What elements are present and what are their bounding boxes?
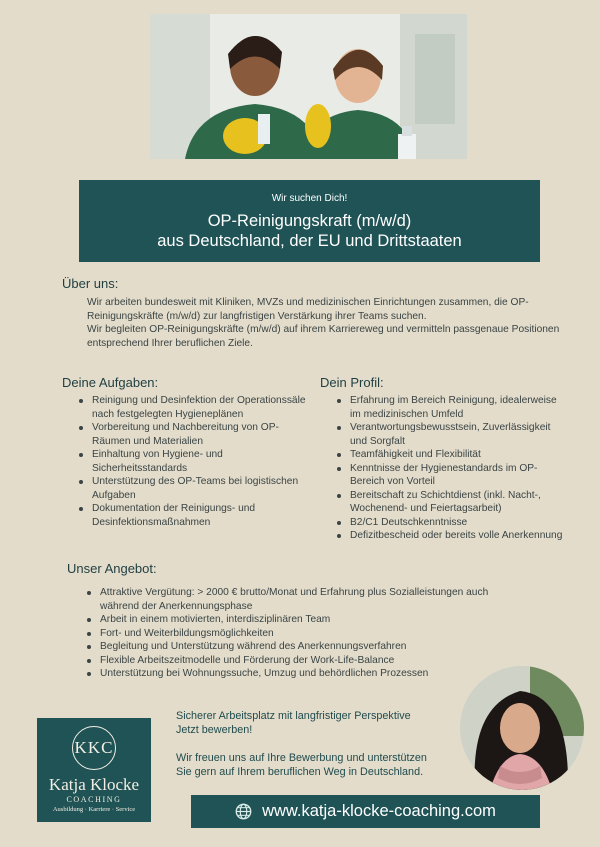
list-item: Verantwortungsbewusstsein, Zuverlässigkeit und Sorgfalt <box>336 421 568 448</box>
list-item: Einhaltung von Hygiene- und Sicherheitsstandards <box>78 448 310 475</box>
list-item: Teamfähigkeit und Flexibilität <box>336 448 568 462</box>
logo-sub: COACHING <box>66 795 122 804</box>
job-title <box>79 211 540 251</box>
cta-line-2: Jetzt bewerben! <box>176 724 253 736</box>
list-item: Arbeit in einem motivierten, interdisziplinären Team <box>86 613 526 627</box>
list-item: Unterstützung des OP-Teams bei logistischen Aufgaben <box>78 475 310 502</box>
cta-line-4: Sie gern auf Ihrem beruflichen Weg in Deutschland. <box>176 766 424 778</box>
list-item: Begleitung und Unterstützung während des Anerkennungsverfahren <box>86 640 526 654</box>
logo-initials: KKC <box>72 726 116 770</box>
cta-line-3: Wir freuen uns auf Ihre Bewerbung und unterstützen <box>176 752 427 764</box>
list-item: Defizitbescheid oder bereits volle Anerkennung <box>336 529 568 543</box>
about-paragraph-1: Wir arbeiten bundesweit mit Kliniken, MVZs und medizinischen Einrichtungen zusammen, die OP-Reinigungskräfte (m/w/d) zur langfristigen Verstärkung ihrer Teams suchen. <box>87 297 529 322</box>
logo-tagline: Ausbildung · Karriere · Service <box>52 806 136 813</box>
website-bar[interactable] <box>191 795 540 828</box>
job-title-line2: aus Deutschland, der EU und Drittstaaten <box>157 232 462 250</box>
avatar <box>460 666 584 790</box>
profile-heading: Dein Profil: <box>320 375 384 390</box>
profile-list <box>336 394 568 543</box>
pre-title: Wir suchen Dich! <box>271 193 348 204</box>
hero-photo <box>150 14 467 159</box>
tasks-heading: Deine Aufgaben: <box>62 375 159 390</box>
list-item: Attraktive Vergütung: > 2000 € brutto/Monat und Erfahrung plus Sozialleistungen auch während der Anerkennungsphase <box>86 586 526 613</box>
list-item: Dokumentation der Reinigungs- und Desinfektionsmaßnahmen <box>78 502 310 529</box>
job-title-line1: OP-Reinigungskraft (m/w/d) <box>207 212 412 230</box>
title-banner <box>79 180 540 262</box>
cta-line-1: Sicherer Arbeitsplatz mit langfristiger Perspektive <box>176 710 411 722</box>
list-item: Reinigung und Desinfektion der Operationssäle nach festgelegten Hygieneplänen <box>78 394 310 421</box>
list-item: Bereitschaft zu Schichtdienst (inkl. Nacht-, Wochenend- und Feiertagsarbeit) <box>336 489 568 516</box>
about-paragraph-2: Wir begleiten OP-Reinigungskräfte (m/w/d) auf ihrem Karriereweg und vermitteln passgenaue Positionen entsprechend Ihrer beruflichen Ziele. <box>87 324 560 349</box>
logo-name: Katja Klocke <box>48 775 140 794</box>
cta-block-1 <box>176 709 456 737</box>
tasks-list <box>78 394 310 529</box>
offer-heading: Unser Angebot: <box>67 561 157 576</box>
cta-block-2 <box>176 751 456 779</box>
website-url[interactable]: www.katja-klocke-coaching.com <box>262 802 496 820</box>
list-item: Fort- und Weiterbildungsmöglichkeiten <box>86 627 526 641</box>
about-text <box>87 296 567 350</box>
list-item: Kenntnisse der Hygienestandards im OP-Bereich von Vorteil <box>336 462 568 489</box>
list-item: Unterstützung bei Wohnungssuche, Umzug und behördlichen Prozessen <box>86 667 526 681</box>
list-item: Vorbereitung und Nachbereitung von OP-Räumen und Materialien <box>78 421 310 448</box>
list-item: B2/C1 Deutschkenntnisse <box>336 516 568 530</box>
kkc-logo <box>37 718 151 822</box>
globe-icon <box>235 803 252 820</box>
list-item: Flexible Arbeitszeitmodelle und Förderung der Work-Life-Balance <box>86 654 526 668</box>
offer-list <box>86 586 526 681</box>
list-item: Erfahrung im Bereich Reinigung, idealerweise im medizinischen Umfeld <box>336 394 568 421</box>
about-heading: Über uns: <box>62 276 119 291</box>
